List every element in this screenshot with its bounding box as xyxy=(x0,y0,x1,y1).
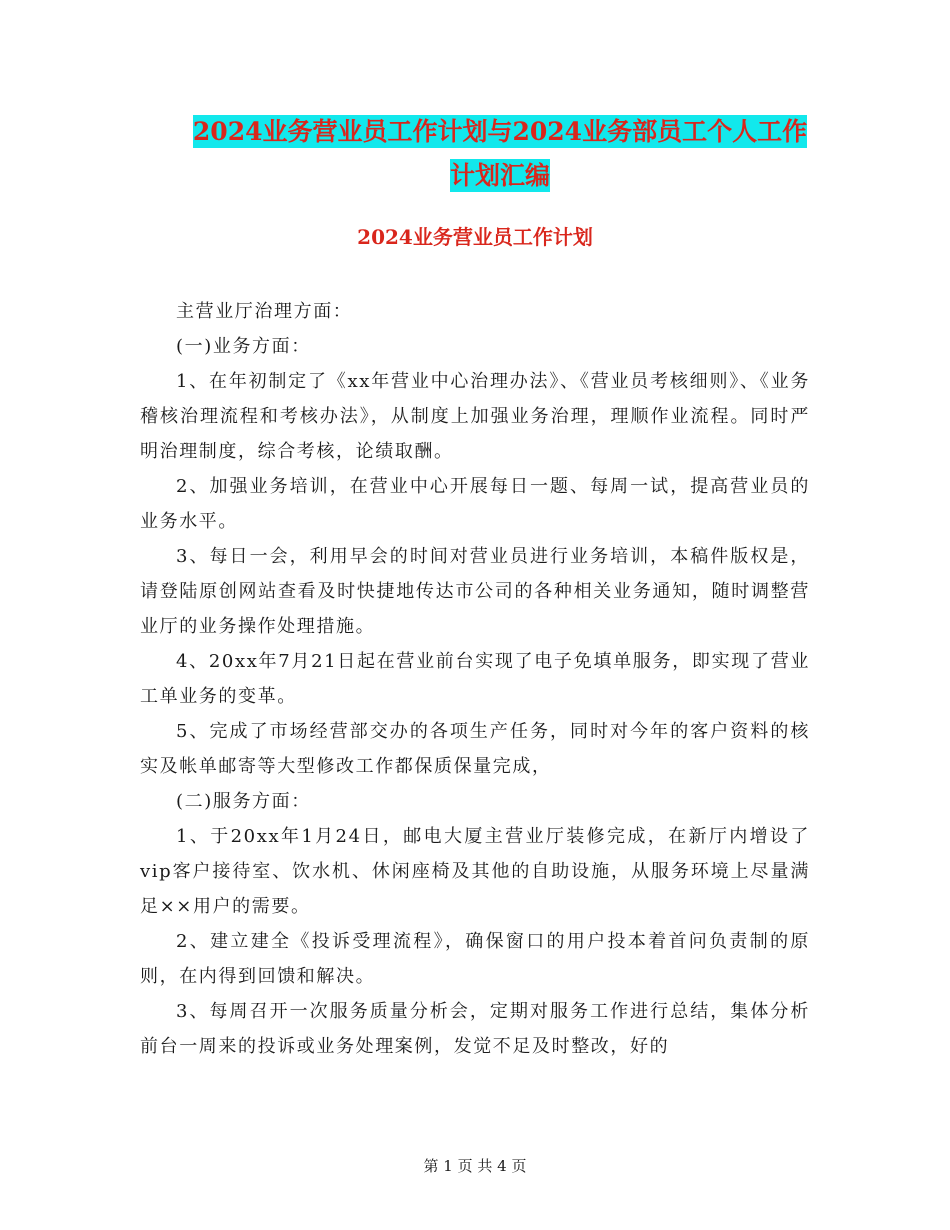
document-title xyxy=(140,110,860,198)
paragraph: 5、完成了市场经营部交办的各项生产任务，同时对今年的客户资料的核实及帐单邮寄等大型修改工作都保质保量完成， xyxy=(140,721,810,777)
paragraph: 2、建立建全《投诉受理流程》，确保窗口的用户投本着首问负责制的原则，在内得到回馈和解决。 xyxy=(140,931,810,987)
section-title: 2024业务营业员工作计划 xyxy=(357,225,593,249)
title-line-2: 计划汇编 xyxy=(449,161,550,190)
paragraph: 1、于20xx年1月24日，邮电大厦主营业厅装修完成，在新厅内增设了vip客户接待室、饮水机、休闲座椅及其他的自助设施，从服务环境上尽量满足××用户的需要。 xyxy=(140,826,810,917)
paragraph: 1、在年初制定了《xx年营业中心治理办法》、《营业员考核细则》、《业务稽核治理流程和考核办法》，从制度上加强业务治理，理顺作业流程。同时严明治理制度，综合考核，论绩取酬。 xyxy=(140,371,810,462)
page-number-footer: 第 1 页 共 4 页 xyxy=(423,1157,527,1175)
paragraph: 2、加强业务培训，在营业中心开展每日一题、每周一试，提高营业员的业务水平。 xyxy=(140,476,810,532)
document-body xyxy=(140,294,810,1064)
paragraph: (二)服务方面： xyxy=(176,791,311,812)
paragraph: 3、每日一会，利用早会的时间对营业员进行业务培训，本稿件版权是，请登陆原创网站查看及时快捷地传达市公司的各种相关业务通知，随时调整营业厅的业务操作处理措施。 xyxy=(140,546,810,637)
paragraph: (一)业务方面： xyxy=(176,336,311,357)
paragraph: 3、每周召开一次服务质量分析会，定期对服务工作进行总结，集体分析前台一周来的投诉或业务处理案例，发觉不足及时整改，好的 xyxy=(140,1001,810,1057)
paragraph: 4、20xx年7月21日起在营业前台实现了电子免填单服务，即实现了营业工单业务的变革。 xyxy=(140,651,810,707)
paragraph: 主营业厅治理方面： xyxy=(176,301,353,322)
title-line-1: 2024业务营业员工作计划与2024业务部员工个人工作 xyxy=(192,117,808,146)
